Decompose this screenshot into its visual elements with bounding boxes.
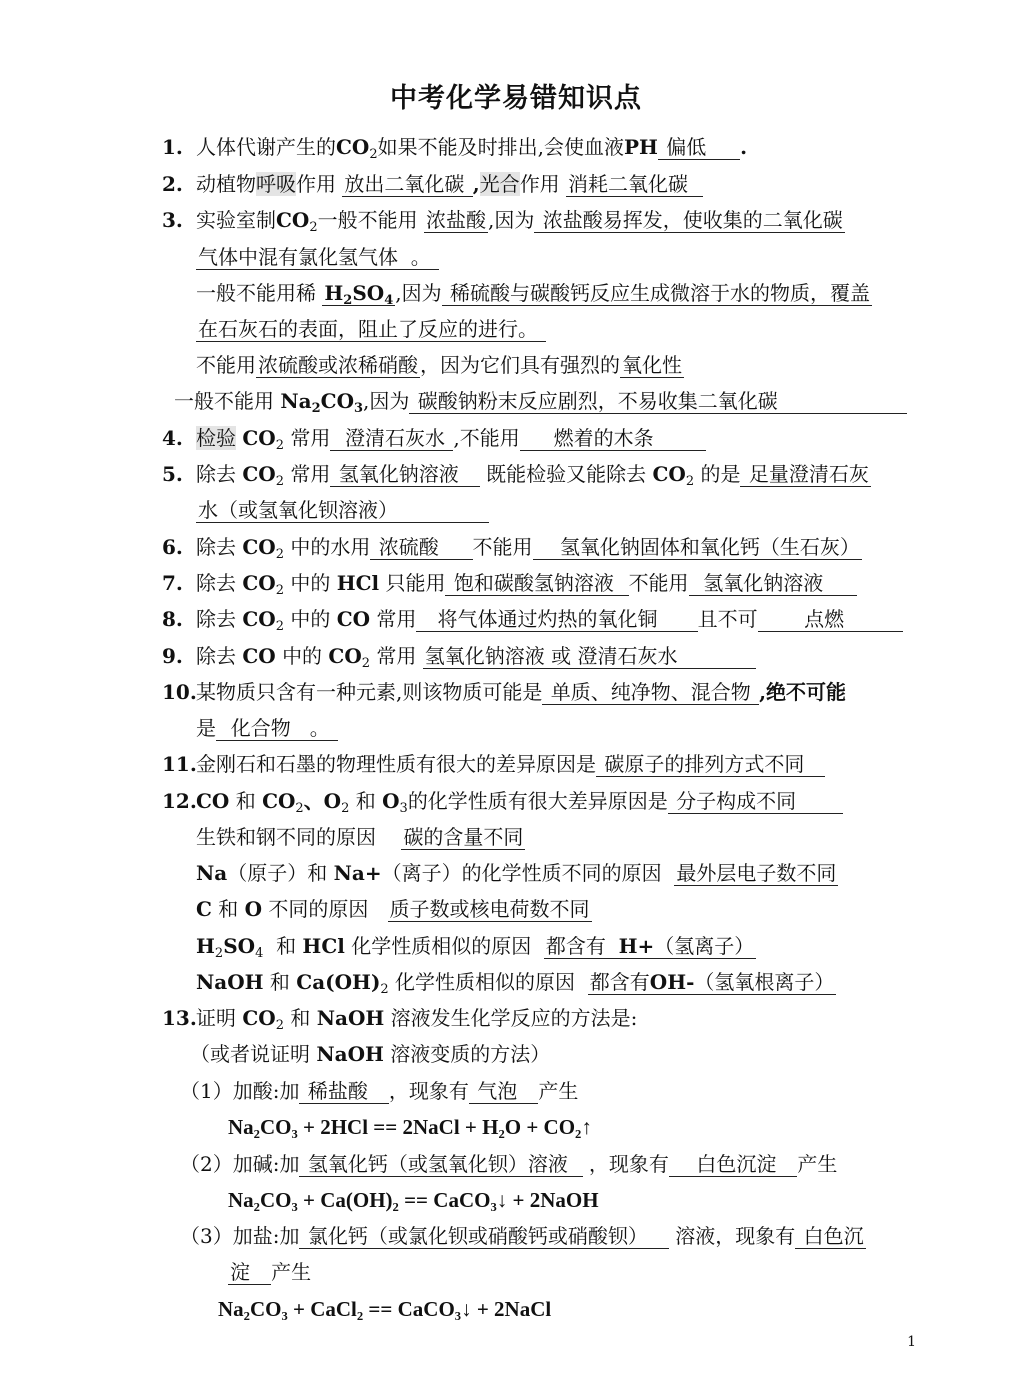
answer-blank [469,1079,538,1104]
item-1 [162,134,747,160]
item-3-line-5 [196,352,684,378]
text: 中的 [282,644,323,668]
text: 不能用 [472,535,533,559]
method-2 [180,1151,837,1177]
text: 除去 [196,535,236,559]
item-number: 9. [162,644,183,668]
answer: 浓硫酸或浓稀硝酸 [258,353,418,377]
item-13 [162,1005,637,1031]
text: 中的水用 [290,535,371,559]
text: 产生 [538,1079,579,1103]
formula: CO [336,607,371,631]
item-3 [162,207,845,233]
item-number: 5. [162,462,183,486]
text: 和 [218,897,239,921]
subscript: 2 [343,293,353,308]
formula-part: H [324,281,344,305]
item-5 [162,461,871,487]
text: ，因为它们具有强烈的 [420,353,620,377]
answer: 碳的含量不同 [403,825,524,849]
equation-1: Na₂CO₃ + 2HCl == 2NaCl + H₂O + CO₂↑ [228,1115,592,1139]
subscript: 2 [311,401,321,416]
item-12-line-5 [196,933,756,959]
answer-blank [299,1079,388,1104]
answer: 气体中混有氯化氢气体 [198,245,398,269]
answer: 稀硫酸与碳酸钙反应生成微溶于水的物质，覆盖 [449,281,870,305]
formula: CO [242,571,276,595]
item-3-line-6 [174,388,907,414]
text: 除去 [196,607,236,631]
item-8 [162,606,903,632]
formula: 、O [303,789,342,813]
item-number: 11. [162,752,197,776]
item-number: 1. [162,135,183,159]
answer: 点燃 [804,607,845,631]
answer: 偏低 [666,135,707,159]
item-number: 3. [162,208,183,232]
text: 和 [235,789,256,813]
text: 只能用 [385,571,446,595]
subscript: 2 [275,583,284,598]
answer-blank [299,1224,668,1249]
answer: 浓盐酸易挥发，使收集的二氧化碳 [542,208,843,232]
answer-blank [299,1152,582,1177]
answer: 饱和碳酸氢钠溶液 [453,571,614,595]
subscript: 2 [275,474,284,489]
formula: CO [242,426,276,450]
text: 除去 [196,571,236,595]
text: , [472,172,480,196]
item-10 [162,679,846,705]
subscript: 2 [275,1018,284,1033]
formula-part: SO [352,281,385,305]
subscript: 2 [380,982,389,997]
answer: 稀盐酸 [307,1079,368,1103]
answer-blank [740,462,870,487]
formula: CO [336,135,370,159]
answer: 氧化性 [622,353,682,377]
subscript: 2 [275,619,284,634]
answer-blank [668,789,843,814]
page-title: 中考化学易错知识点 [390,83,642,114]
item-12-line-6 [196,969,836,995]
answer-blank [216,716,338,741]
formula: CO [242,462,276,486]
answer: （氢氧根离子） [694,970,835,994]
text: ,因为 [395,281,442,305]
answer-blank [658,135,740,160]
formula: Ca(OH) [296,970,381,994]
text: 和 [290,1006,311,1030]
answer: 白色沉 [803,1224,864,1248]
text: ,因为 [487,208,535,232]
highlight: 检验 [196,426,236,450]
answer-blank [544,934,756,959]
method-3 [180,1223,866,1249]
subscript: 2 [369,147,378,162]
answer-blank [596,752,825,777]
item-number: 7. [162,571,183,595]
item-number: 6. [162,535,183,559]
text: 作用 [296,172,336,196]
text: （或者说证明 [190,1042,310,1066]
answer: 浓硫酸 [378,535,439,559]
formula: CO [276,208,310,232]
answer: 白色沉淀 [696,1152,777,1176]
text: 实验室制 [196,208,276,232]
subscript: 4 [255,946,264,961]
item-9 [162,643,756,669]
text: 除去 [196,462,236,486]
answer-blank [795,1224,865,1249]
item-5-line-2 [196,497,489,523]
text: 且不可 [697,607,758,631]
answer: 足量澄清石灰 [748,462,869,486]
text: ,绝不可能 [759,680,847,704]
subscript: 3 [399,801,408,816]
answer: 气泡 [477,1079,518,1103]
text: 一般不能用稀 [196,281,316,305]
subscript: 3 [354,401,364,416]
answer: 氢氧化钠溶液 或 澄清石灰水 [424,644,678,668]
answer: 都含有 [545,934,606,958]
text: 中的 [290,571,331,595]
answer: （氢离子） [654,934,755,958]
text: 生铁和钢不同的原因 [196,825,376,849]
answer-blank [520,426,707,451]
formula: O [382,789,400,813]
answer: 分子构成不同 [676,789,797,813]
subscript: 2 [309,220,318,235]
answer-blank [342,172,472,197]
item-6 [162,534,862,560]
answer-blank [409,389,907,414]
subscript: 2 [214,946,224,961]
answer: 化合物 [230,716,291,740]
item-13-line-2 [190,1041,550,1067]
answer: 氢氧化钠溶液 [703,571,824,595]
formula: CO [242,644,276,668]
answer-blank [533,535,862,560]
item-3-line-3 [196,280,872,306]
answer: 水（或氢氧化钡溶液） [198,498,398,522]
text: ，现象有 [588,1152,669,1176]
text: 和 [355,789,376,813]
item-number: 4. [162,426,183,450]
answer: 氯化钙（或氯化钡或硝酸钙或硝酸钡） [307,1224,648,1248]
item-number: 13. [162,1006,197,1030]
item-number: 2. [162,172,183,196]
text: ，现象有 [388,1079,469,1103]
item-12-line-3 [196,860,838,886]
answer-blank [370,535,472,560]
item-2 [162,171,703,197]
text: 是 [196,716,216,740]
answer: 燃着的木条 [553,426,654,450]
text: 常用 [376,644,417,668]
formula: CO [242,1006,276,1030]
text: （3）加盐:加 [180,1224,300,1248]
answer-blank [423,644,756,669]
formula: NaOH [316,1006,385,1030]
answer-blank [566,172,703,197]
subscript: 4 [384,293,394,308]
item-12-line-4 [196,896,592,922]
formula: OH- [649,970,695,994]
item-3-line-2 [196,244,439,270]
text: 。 [410,245,431,269]
subscript: 2 [295,801,304,816]
text: 溶液变质的方法） [390,1042,551,1066]
answer: 碳原子的排列方式不同 [604,752,805,776]
answer: 消耗二氧化碳 [568,172,689,196]
formula: NaOH [316,1042,384,1066]
answer-blank [758,607,904,632]
formula [322,281,395,306]
text: 常用 [290,462,331,486]
text: 不能用 [196,353,256,377]
text: 化学性质相似的原因 [351,934,532,958]
formula: PH [623,135,658,159]
answer-blank [534,208,844,233]
answer: 氢氧化钙（或氢氧化钡）溶液 [307,1152,568,1176]
answer: 最外层电子数不同 [676,861,837,885]
item-4 [162,425,706,451]
answer: 浓盐酸 [425,208,486,232]
answer-blank [228,1260,271,1285]
answer: 将气体通过灼热的氧化铜 [437,607,658,631]
text: 某物质只含有一种元素,则该物质可能是 [196,680,543,704]
text: （2）加碱:加 [180,1152,300,1176]
answer-blank [669,1152,798,1177]
text: 溶液发生化学反应的方法是: [390,1006,638,1030]
answer-blank [330,426,453,451]
answer-blank [689,571,858,596]
formula: SO [223,934,256,958]
text: ,不能用 [453,426,520,450]
formula: Na+ [333,861,382,885]
formula: Na [196,861,228,885]
answer: 在石灰石的表面，阻止了反应的进行。 [198,317,538,341]
text: . [740,135,748,159]
answer: 单质、纯净物、混合物 [550,680,751,704]
text: 一般不能用 [174,389,274,413]
subscript: 2 [275,438,284,453]
answer-blank [330,462,479,487]
formula: H+ [618,934,655,958]
text: 。 [309,716,330,740]
text: （1）加酸:加 [180,1079,300,1103]
formula: NaOH [196,970,264,994]
text: 金刚石和石墨的物理性质有很大的差异原因是 [196,752,596,776]
formula: C [196,897,212,921]
text: 证明 [196,1006,236,1030]
answer-blank [588,970,837,995]
formula: CO [652,462,686,486]
answer: 淀 [230,1260,250,1284]
text: 除去 [196,644,236,668]
text: 不同的原因 [268,897,369,921]
text: 不能用 [628,571,689,595]
text: 产生 [271,1260,312,1284]
formula: CO [262,789,296,813]
answer: 氢氧化钠溶液 [338,462,459,486]
text: ,因为 [363,389,410,413]
text: 常用 [290,426,331,450]
item-10-line-2 [196,715,338,741]
equation-2: Na₂CO₃ + Ca(OH)₂ == CaCO₃↓ + 2NaOH [228,1188,599,1212]
answer-blank [196,245,439,270]
formula: H [196,934,215,958]
formula [280,389,364,416]
subscript: 2 [685,474,695,489]
answer-blank [542,680,759,705]
text: 和 [276,934,297,958]
highlight: 呼吸 [256,172,296,196]
text: 如果不能及时排出,会使血液 [377,135,624,159]
answer-blank [416,607,697,632]
subscript: 2 [275,547,284,562]
page-number: 1 [907,1334,916,1350]
text: 的是 [700,462,741,486]
subscript: 2 [341,801,350,816]
text: （离子）的化学性质不同的原因 [381,861,662,885]
method-3-line-2 [228,1259,311,1285]
method-1 [180,1078,578,1104]
text: 和 [269,970,290,994]
formula: CO [242,535,276,559]
text: 的化学性质有很大差异原因是 [407,789,668,813]
answer: 氢氧化钠固体和氧化钙（生石灰） [559,535,860,559]
answer: 都含有 [589,970,650,994]
item-7 [162,570,857,596]
answer: 碳酸钠粉末反应剧烈，不易收集二氧化碳 [417,389,778,413]
text: 人体代谢产生的 [196,135,336,159]
answer-blank [424,208,488,233]
formula: O [244,897,263,921]
answer: 质子数或核电荷数不同 [389,897,590,921]
answer: 澄清石灰水 [345,426,446,450]
text: 一般不能用 [317,208,418,232]
formula-part: Na [280,389,312,413]
item-11 [162,751,825,777]
equation-3: Na₂CO₃ + CaCl₂ == CaCO₃↓ + 2NaCl [218,1297,552,1321]
formula: CO [196,789,230,813]
text: 产生 [797,1152,838,1176]
formula: CO [242,607,276,631]
answer-blank [196,498,489,523]
text: 溶液，现象有 [675,1224,796,1248]
item-3-line-4 [196,316,546,342]
formula-part: CO [320,389,354,413]
answer-blank [442,281,872,306]
answer: 放出二氧化碳 [344,172,465,196]
answer-blank [445,571,628,596]
formula: CO [328,644,362,668]
highlight: 光合 [479,172,520,196]
answer-blank [196,317,546,342]
item-12-line-2 [196,824,525,850]
formula: HCl [302,934,345,958]
text: 中的 [290,607,331,631]
text: （原子）和 [227,861,328,885]
item-number: 10. [162,680,197,704]
item-number: 12. [162,789,197,813]
text: 化学性质相似的原因 [395,970,576,994]
text: 常用 [376,607,417,631]
text: 动植物 [196,172,256,196]
subscript: 2 [361,656,371,671]
item-number: 8. [162,607,183,631]
item-12 [162,788,843,814]
formula: HCl [336,571,380,595]
text: 既能检验又能除去 [486,462,647,486]
text: 作用 [519,172,560,196]
